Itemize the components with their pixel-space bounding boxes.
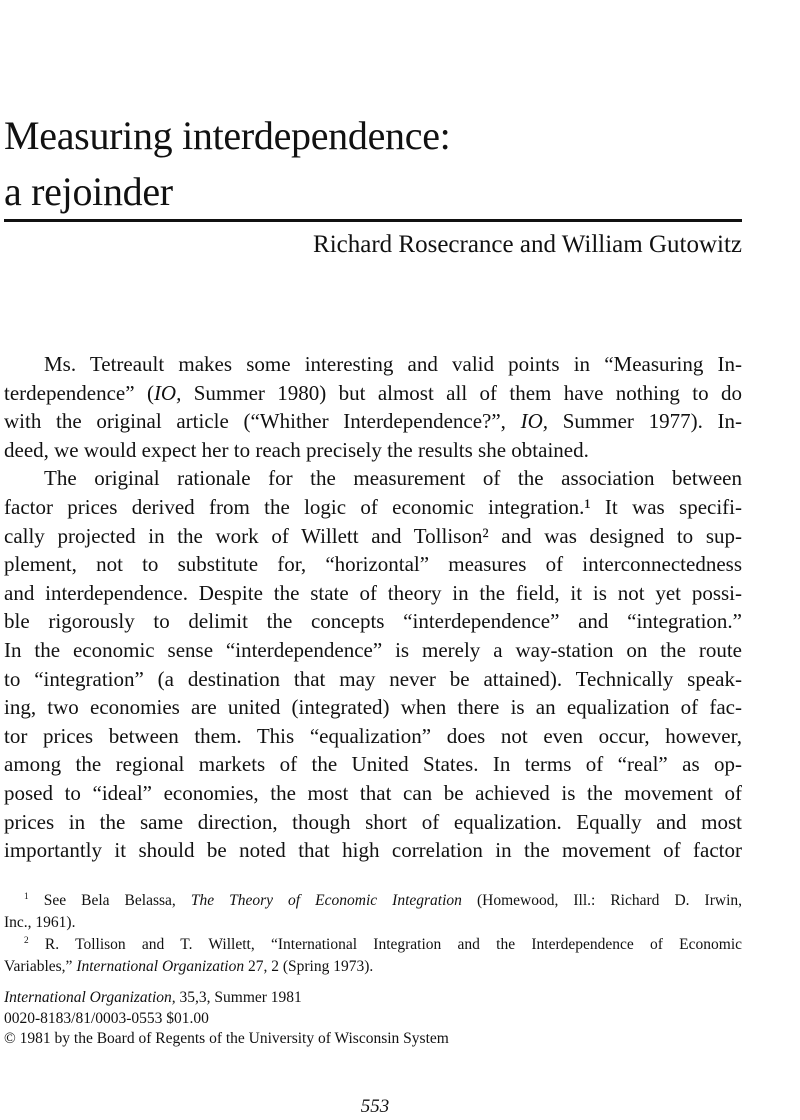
footnotes xyxy=(4,890,742,978)
page-number: 553 xyxy=(360,1096,390,1117)
publication-info xyxy=(4,988,744,1050)
footnote-1-continued: Inc., 1961). xyxy=(4,914,76,931)
body-line: importantly it should be noted that high correlation in the movement of factor xyxy=(4,838,742,863)
article-authors: Richard Rosecrance and William Gutowitz xyxy=(313,231,742,258)
body-line: factor prices derived from the logic of economic integration.¹ It was specifi- xyxy=(4,494,742,519)
footnote-text: See Bela Belassa, xyxy=(43,892,191,909)
body-line: to “integration” (a destination that may never be attained). Technically speak- xyxy=(4,666,742,691)
body-line: tor prices between them. This “equalization” does not even occur, however, xyxy=(4,723,742,748)
body-line: among the regional markets of the United States. In terms of “real” as op- xyxy=(4,752,742,777)
article-title xyxy=(4,108,764,220)
footnote-text: R. Tollison and T. Willett, “International Integration and the Interdependence of Economic xyxy=(44,936,742,953)
journal-citation xyxy=(4,988,744,1009)
body-line: posed to “ideal” economies, the most that can be achieved is the movement of xyxy=(4,780,742,805)
body-line: Ms. Tetreault makes some interesting and valid points in “Measuring In- xyxy=(44,352,742,376)
body-line: with the original article (“Whither Interdependence?”, IO, Summer 1977). In- xyxy=(4,409,742,434)
journal-abbreviation: IO, xyxy=(520,409,549,434)
body-line: ing, two economies are united (integrated) when there is an equalization of fac- xyxy=(4,695,742,720)
body-line: prices in the same direction, though short of equalization. Equally and most xyxy=(4,809,742,834)
title-rule xyxy=(4,219,742,222)
body-line: In the economic sense “interdependence” is merely a way-station on the route xyxy=(4,637,742,662)
footnote-marker: 2 xyxy=(24,935,29,946)
journal-abbreviation: IO, xyxy=(153,380,182,405)
journal-issue: 35,3, Summer 1981 xyxy=(175,989,302,1006)
footnote-2-continued xyxy=(4,956,742,978)
body-line: and interdependence. Despite the state of theory in the field, it is not yet possi- xyxy=(4,580,742,605)
body-line: terdependence” (IO, Summer 1980) but almost all of them have nothing to do xyxy=(4,380,742,405)
article-body xyxy=(4,350,742,865)
article-code: 0020-8183/81/0003-0553 $01.00 xyxy=(4,1009,209,1027)
footnote-text: (Homewood, Ill.: Richard D. Irwin, xyxy=(461,892,742,909)
copyright-notice: © 1981 by the Board of Regents of the University of Wisconsin System xyxy=(4,1030,449,1047)
body-line: ble rigorously to delimit the concepts “interdependence” and “integration.” xyxy=(4,609,742,634)
footnote-journal-title: International Organization xyxy=(76,958,245,975)
footnote-text: Variables,” xyxy=(4,958,77,975)
body-line: The original rationale for the measurement of the association between xyxy=(44,466,742,491)
title-line-1: Measuring interdependence: xyxy=(4,113,451,158)
footnote-book-title: The Theory of Economic Integration xyxy=(190,892,462,909)
journal-name: International Organization, xyxy=(4,989,176,1006)
body-line: deed, we would expect her to reach precisely the results she obtained. xyxy=(4,437,589,462)
footnote-marker: 1 xyxy=(24,891,29,902)
body-line: cally projected in the work of Willett and Tollison² and was designed to sup- xyxy=(4,523,742,548)
title-line-2: a rejoinder xyxy=(4,169,173,214)
footnote-text: 27, 2 (Spring 1973). xyxy=(244,958,374,975)
footnote-2 xyxy=(4,934,742,956)
footnote-1 xyxy=(4,890,742,912)
body-line: plement, not to substitute for, “horizontal” measures of interconnectedness xyxy=(4,552,742,577)
